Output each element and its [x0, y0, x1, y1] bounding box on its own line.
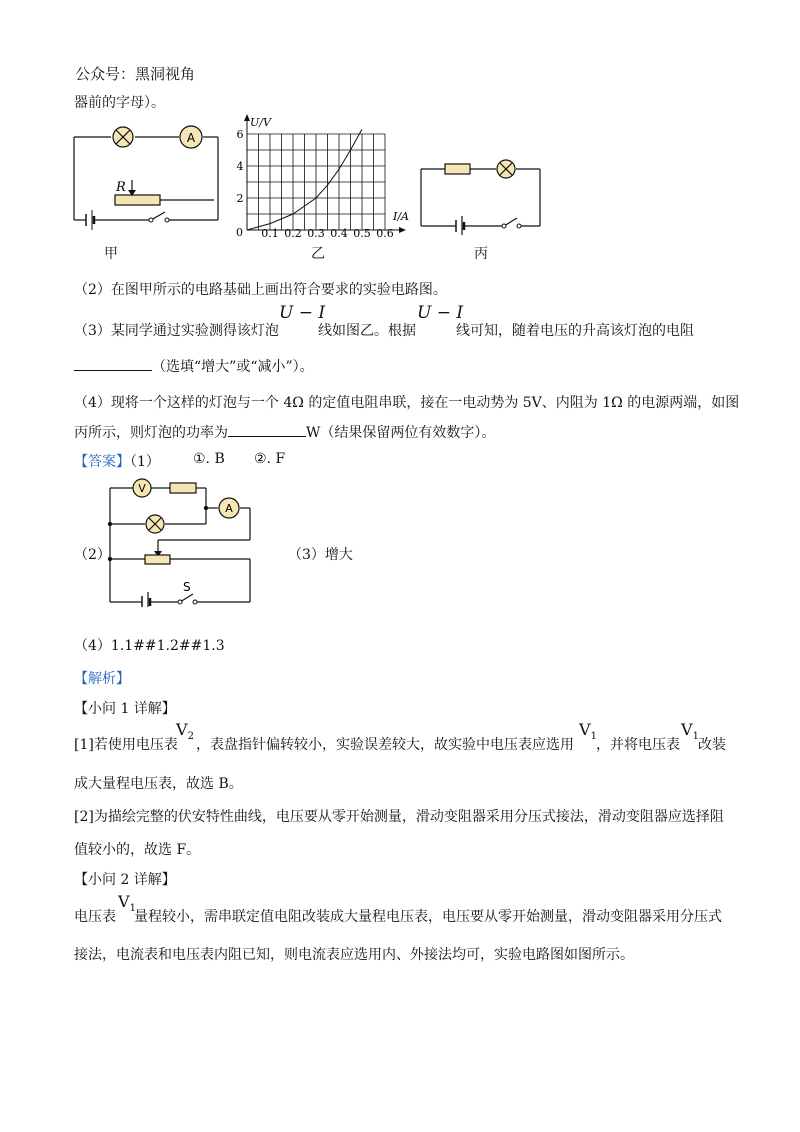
question-3-part-c: 线可知，随着电压的升高该灯泡的电阻 [456, 323, 694, 339]
caption-bing: 丙 [474, 246, 488, 262]
rheostat-label: R [116, 180, 126, 195]
y-tick-label: 2 [236, 192, 244, 205]
question-4-part-b: 丙所示，则灯泡的功率为 [74, 425, 228, 441]
question-4-line-1: （4）现将一个这样的灯泡与一个 4Ω 的定值电阻串联，接在一电动势为 5V、内阻为 1Ω 的电源两端，如图 [74, 395, 740, 411]
text-line: 器前的字母）。 [74, 95, 165, 111]
heading-part-2: 【小问 2 详解】 [74, 872, 176, 888]
caption-yi: 乙 [311, 246, 325, 262]
v1-symbol: $V_1$ [579, 720, 597, 742]
answer-circuit [100, 472, 260, 607]
answer-3: （3）增大 [288, 547, 353, 563]
x-tick-label: 0.1 [261, 227, 279, 240]
v1-symbol: $V_1$ [681, 720, 699, 742]
caption-jia: 甲 [104, 246, 118, 262]
switch-label: S [183, 580, 191, 594]
y-axis-label: U/V [250, 116, 271, 129]
question-3-part-b: 线如图乙。根据 [318, 323, 416, 339]
circuit-bing [416, 155, 546, 235]
analysis-text: 电压表 [74, 909, 116, 925]
ammeter-label: A [186, 131, 196, 145]
v2-symbol: $V_2$ [176, 720, 194, 742]
answer-1-choice-2: ②. F [254, 451, 286, 467]
answer-1-choice-1: ①. B [193, 451, 225, 467]
answer-2-label: （2） [74, 547, 111, 563]
analysis-text: [1]若使用电压表 [74, 737, 178, 753]
analysis-text: ，并将电压表 [596, 737, 680, 753]
v1-symbol: $V_1$ [118, 892, 136, 914]
answer-4: （4）1.1##1.2##1.3 [74, 638, 225, 654]
analysis-p1-line-2: 成大量程电压表，故选 B。 [74, 776, 243, 792]
analysis-text: ，表盘指针偏转较小，实验误差较大，故实验中电压表应选用 [196, 737, 574, 753]
answer-line-1 [74, 451, 160, 471]
watermark: 公众号：黑洞视角 [75, 65, 196, 83]
ui-symbol: U − I [279, 303, 326, 323]
circuit-jia [66, 120, 226, 235]
y-tick-label: 6 [236, 128, 244, 141]
ui-symbol: U − I [417, 303, 464, 323]
analysis-tag: 【解析】 [74, 671, 130, 687]
question-3-part-a: （3）某同学通过实验测得该灯泡 [74, 323, 279, 339]
x-tick-label: 0.6 [376, 227, 394, 240]
analysis-p3-line-2: 接法，电流表和电压表内阻已知，则电流表应选用内、外接法均可，实验电路图如图所示。 [74, 947, 634, 963]
question-4-part-c: W（结果保留两位有效数字）。 [306, 425, 496, 441]
voltmeter-label: V [138, 482, 146, 495]
analysis-p2-line-1: [2]为描绘完整的伏安特性曲线，电压要从零开始测量，滑动变阻器采用分压式接法，滑动变阻器应选择阻 [74, 809, 724, 825]
analysis-p2-line-2: 值较小的，故选 F。 [74, 842, 201, 858]
question-3-part-d: （选填“增大”或“减小”）。 [152, 359, 314, 375]
x-tick-label: 0.4 [330, 227, 348, 240]
x-axis-label: I/A [393, 210, 409, 223]
answer-blank [74, 356, 152, 371]
question-4-line-2 [74, 422, 495, 442]
x-tick-label: 0.3 [307, 227, 325, 240]
answer-tag: 【答案】 [74, 454, 130, 470]
origin-label: 0 [236, 226, 243, 239]
x-tick-label: 0.2 [284, 227, 302, 240]
x-tick-label: 0.5 [353, 227, 371, 240]
answer-blank [228, 422, 306, 437]
y-tick-label: 4 [236, 160, 244, 173]
x-axis-arrow [399, 227, 406, 233]
heading-part-1: 【小问 1 详解】 [74, 701, 176, 717]
analysis-text: 量程较小，需串联定值电阻改装成大量程电压表，电压要从零开始测量，滑动变阻器采用分压式 [134, 909, 722, 925]
analysis-p1-line-1 [74, 734, 178, 754]
question-2: （2）在图甲所示的电路基础上画出符合要求的实验电路图。 [74, 282, 447, 298]
ammeter-label: A [225, 502, 233, 515]
question-3-line-2 [74, 356, 314, 376]
answer-1-label: （1） [130, 454, 160, 470]
analysis-text: 改装 [698, 737, 726, 753]
ui-chart [230, 112, 415, 242]
